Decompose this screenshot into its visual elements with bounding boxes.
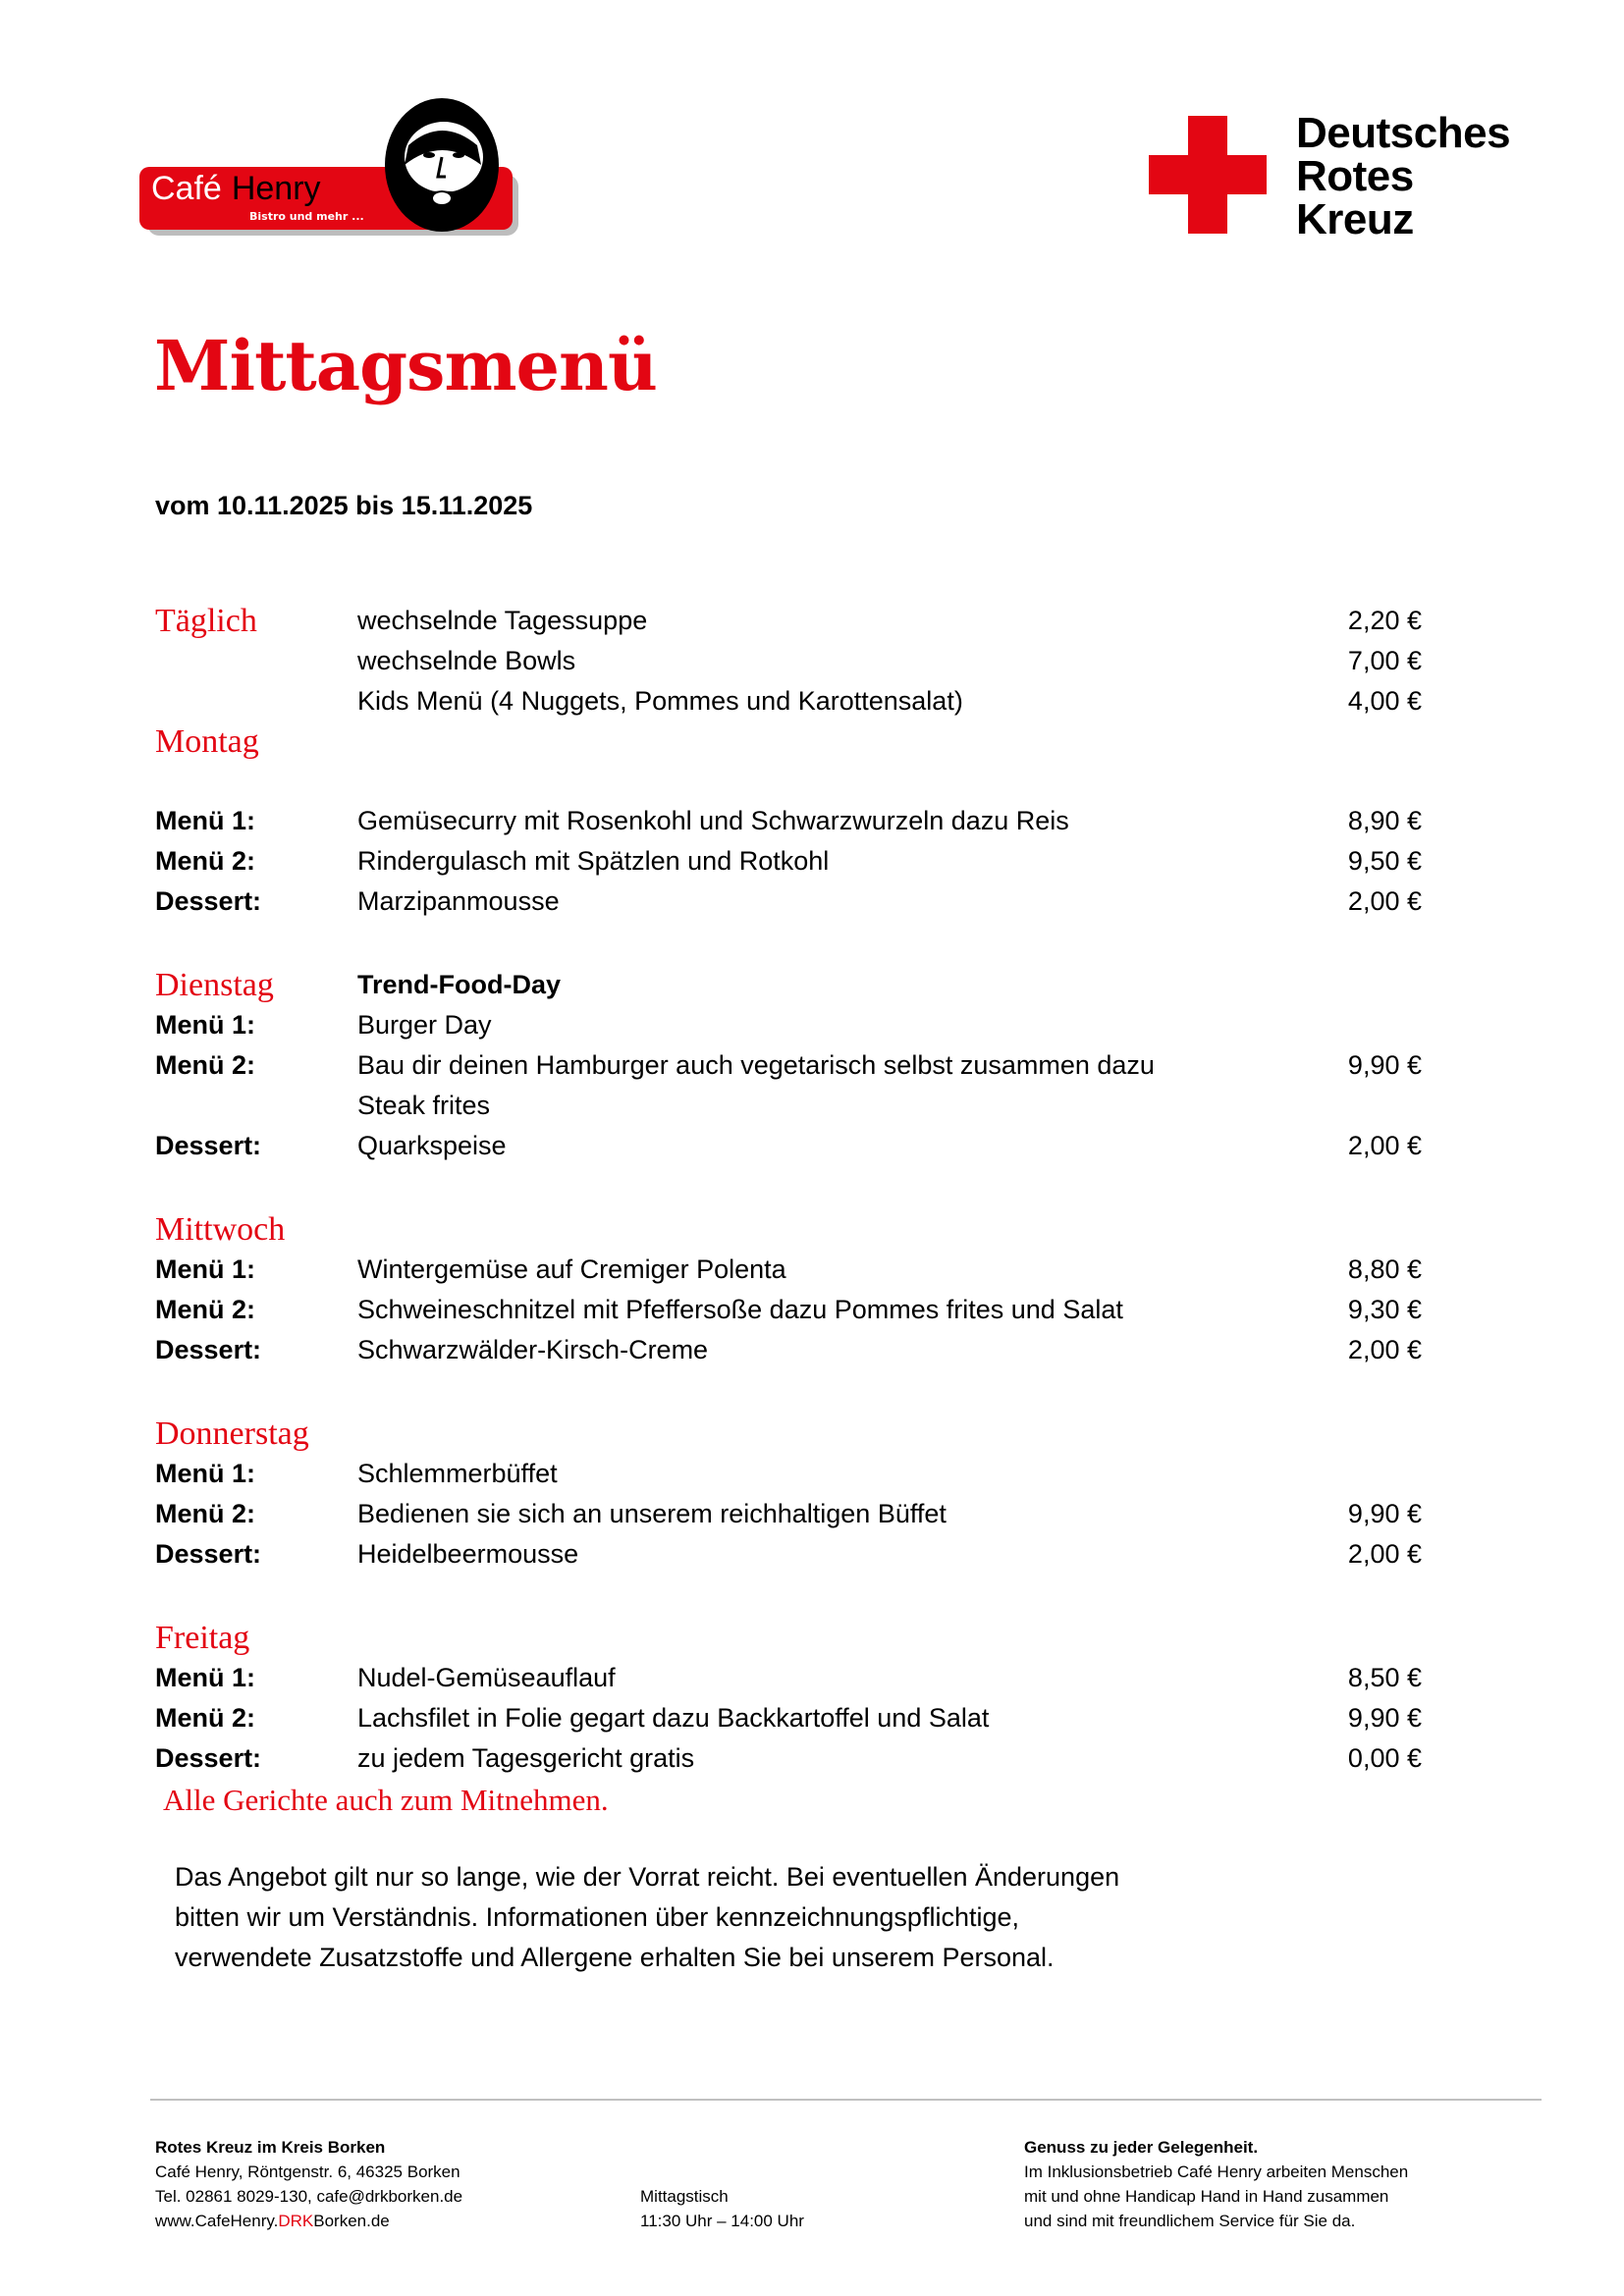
about-line-3: und sind mit freundlichem Service für Sie da. bbox=[1024, 2212, 1356, 2230]
price: 9,90 € bbox=[1347, 1703, 1422, 1733]
course-label: Menü 1: bbox=[155, 806, 256, 835]
day-row-freitag bbox=[155, 1618, 1422, 1658]
footer-slogan: Genuss zu jeder Gelegenheit. bbox=[1024, 2138, 1259, 2157]
logo-word-henry: Henry bbox=[231, 170, 321, 207]
course-label: Dessert: bbox=[155, 886, 262, 916]
dish: Burger Day bbox=[357, 1010, 492, 1040]
date-range: vom 10.11.2025 bis 15.11.2025 bbox=[155, 491, 533, 520]
logo-word-cafe: Café bbox=[151, 170, 222, 207]
menu-row-daily-2 bbox=[155, 641, 1422, 681]
menu-row-daily-1 bbox=[155, 601, 1422, 641]
menu-row bbox=[155, 801, 1422, 841]
footer-contact bbox=[155, 2135, 462, 2233]
course-label: Menü 1: bbox=[155, 1255, 256, 1284]
menu-row bbox=[155, 1045, 1422, 1086]
course-label: Dessert: bbox=[155, 1335, 262, 1364]
drk-line-1: Deutsches bbox=[1296, 109, 1511, 157]
takeaway-note: Alle Gerichte auch zum Mitnehmen. bbox=[163, 1783, 609, 1817]
price: 2,00 € bbox=[1347, 1335, 1422, 1364]
price: 9,30 € bbox=[1347, 1295, 1422, 1324]
day-heading-freitag: Freitag bbox=[155, 1620, 250, 1656]
menu-row bbox=[155, 1005, 1422, 1045]
drk-line-2: Rotes bbox=[1296, 152, 1414, 200]
price: 2,00 € bbox=[1347, 1131, 1422, 1160]
menu-row-continuation bbox=[155, 1086, 1422, 1126]
price: 8,90 € bbox=[1347, 806, 1422, 835]
web-suffix: Borken.de bbox=[313, 2212, 390, 2230]
menu-row bbox=[155, 1534, 1422, 1575]
dish: Schweineschnitzel mit Pfeffersoße dazu Pommes frites und Salat bbox=[357, 1295, 1123, 1324]
web-highlight: DRK bbox=[278, 2212, 314, 2230]
menu-row bbox=[155, 1454, 1422, 1494]
day-row-dienstag bbox=[155, 965, 1422, 1005]
dish: Marzipanmousse bbox=[357, 886, 560, 916]
day-heading-dienstag: Dienstag bbox=[155, 967, 274, 1003]
course-label: Menü 2: bbox=[155, 1499, 256, 1528]
price: 9,50 € bbox=[1347, 846, 1422, 876]
menu-row bbox=[155, 841, 1422, 881]
footer-phone-email: Tel. 02861 8029-130, cafe@drkborken.de bbox=[155, 2187, 463, 2206]
about-line-2: mit und ohne Handicap Hand in Hand zusammen bbox=[1024, 2187, 1389, 2206]
price: 2,00 € bbox=[1347, 886, 1422, 916]
course-label: Dessert: bbox=[155, 1539, 262, 1569]
about-line-1: Im Inklusionsbetrieb Café Henry arbeiten Menschen bbox=[1024, 2163, 1409, 2181]
dish: Schwarzwälder-Kirsch-Creme bbox=[357, 1335, 709, 1364]
henry-portrait-icon bbox=[375, 96, 508, 243]
menu-row bbox=[155, 1126, 1422, 1166]
day-row-montag bbox=[155, 721, 1422, 762]
dish: wechselnde Tagessuppe bbox=[357, 606, 648, 635]
drk-wordmark bbox=[1296, 109, 1511, 243]
hours-value: 11:30 Uhr – 14:00 Uhr bbox=[640, 2212, 804, 2230]
course-label: Menü 1: bbox=[155, 1459, 256, 1488]
menu-row bbox=[155, 1658, 1422, 1698]
web-prefix: www.CafeHenry. bbox=[155, 2212, 279, 2230]
dish: Heidelbeermousse bbox=[357, 1539, 579, 1569]
footer-address: Café Henry, Röntgenstr. 6, 46325 Borken bbox=[155, 2163, 460, 2181]
footer-org: Rotes Kreuz im Kreis Borken bbox=[155, 2138, 386, 2157]
dish: Lachsfilet in Folie gegart dazu Backkartoffel und Salat bbox=[357, 1703, 990, 1733]
price: 7,00 € bbox=[1347, 646, 1422, 675]
day-row-donnerstag bbox=[155, 1414, 1422, 1454]
course-label: Menü 1: bbox=[155, 1663, 256, 1692]
price: 2,00 € bbox=[1347, 1539, 1422, 1569]
notice-line-3: verwendete Zusatzstoffe und Allergene erhalten Sie bei unserem Personal. bbox=[175, 1943, 1055, 1972]
page-title: Mittagsmenü bbox=[154, 325, 657, 406]
price: 8,80 € bbox=[1347, 1255, 1422, 1284]
notice-paragraph bbox=[155, 1857, 1333, 1978]
course-label: Menü 1: bbox=[155, 1010, 256, 1040]
dish: Bedienen sie sich an unserem reichhaltigen Büffet bbox=[357, 1499, 947, 1528]
footer-about bbox=[1024, 2135, 1408, 2233]
price: 0,00 € bbox=[1347, 1743, 1422, 1773]
course-label: Menü 2: bbox=[155, 1295, 256, 1324]
notice-line-1: Das Angebot gilt nur so lange, wie der Vorrat reicht. Bei eventuellen Änderungen bbox=[175, 1862, 1120, 1892]
day-subtitle: Trend-Food-Day bbox=[357, 970, 561, 999]
hours-label: Mittagstisch bbox=[640, 2187, 729, 2206]
menu-row bbox=[155, 1698, 1422, 1738]
dish: zu jedem Tagesgericht gratis bbox=[357, 1743, 695, 1773]
course-label: Menü 2: bbox=[155, 846, 256, 876]
footer-divider bbox=[150, 2099, 1542, 2101]
menu-row-daily-3 bbox=[155, 681, 1422, 721]
price: 9,90 € bbox=[1347, 1499, 1422, 1528]
dish: Quarkspeise bbox=[357, 1131, 507, 1160]
dish: wechselnde Bowls bbox=[357, 646, 576, 675]
price: 8,50 € bbox=[1347, 1663, 1422, 1692]
dish: Bau dir deinen Hamburger auch vegetarisch selbst zusammen dazu bbox=[357, 1050, 1155, 1080]
day-heading-daily: Täglich bbox=[155, 603, 257, 639]
footer-hours bbox=[640, 2184, 804, 2233]
dish: Rindergulasch mit Spätzlen und Rotkohl bbox=[357, 846, 830, 876]
price: 4,00 € bbox=[1347, 686, 1422, 716]
price: 2,20 € bbox=[1347, 606, 1422, 635]
price: 9,90 € bbox=[1347, 1050, 1422, 1080]
drk-line-3: Kreuz bbox=[1296, 195, 1414, 243]
dish-continuation: Steak frites bbox=[357, 1091, 491, 1120]
dish: Kids Menü (4 Nuggets, Pommes und Karottensalat) bbox=[357, 686, 963, 716]
menu-row bbox=[155, 881, 1422, 922]
dish: Gemüsecurry mit Rosenkohl und Schwarzwurzeln dazu Reis bbox=[357, 806, 1069, 835]
day-heading-montag: Montag bbox=[155, 723, 259, 760]
course-label: Menü 2: bbox=[155, 1050, 256, 1080]
day-heading-mittwoch: Mittwoch bbox=[155, 1211, 286, 1248]
course-label: Dessert: bbox=[155, 1743, 262, 1773]
menu-row bbox=[155, 1738, 1422, 1779]
notice-line-2: bitten wir um Verständnis. Informationen über kennzeichnungspflichtige, bbox=[175, 1902, 1019, 1932]
dish: Wintergemüse auf Cremiger Polenta bbox=[357, 1255, 786, 1284]
dish: Schlemmerbüffet bbox=[357, 1459, 558, 1488]
footer-website-link[interactable] bbox=[155, 2209, 462, 2233]
logo-slogan: Bistro und mehr ... bbox=[249, 210, 364, 223]
course-label: Menü 2: bbox=[155, 1703, 256, 1733]
drk-logo bbox=[1139, 108, 1551, 245]
menu-row bbox=[155, 1330, 1422, 1370]
menu-row bbox=[155, 1250, 1422, 1290]
menu-row bbox=[155, 1494, 1422, 1534]
logo-wordmark bbox=[151, 169, 321, 208]
menu-list bbox=[155, 601, 1422, 1978]
day-heading-donnerstag: Donnerstag bbox=[155, 1415, 309, 1452]
day-row-mittwoch bbox=[155, 1209, 1422, 1250]
menu-row bbox=[155, 1290, 1422, 1330]
dish: Nudel-Gemüseauflauf bbox=[357, 1663, 616, 1692]
cafe-henry-logo bbox=[139, 96, 522, 243]
red-cross-icon bbox=[1149, 116, 1267, 234]
course-label: Dessert: bbox=[155, 1131, 262, 1160]
